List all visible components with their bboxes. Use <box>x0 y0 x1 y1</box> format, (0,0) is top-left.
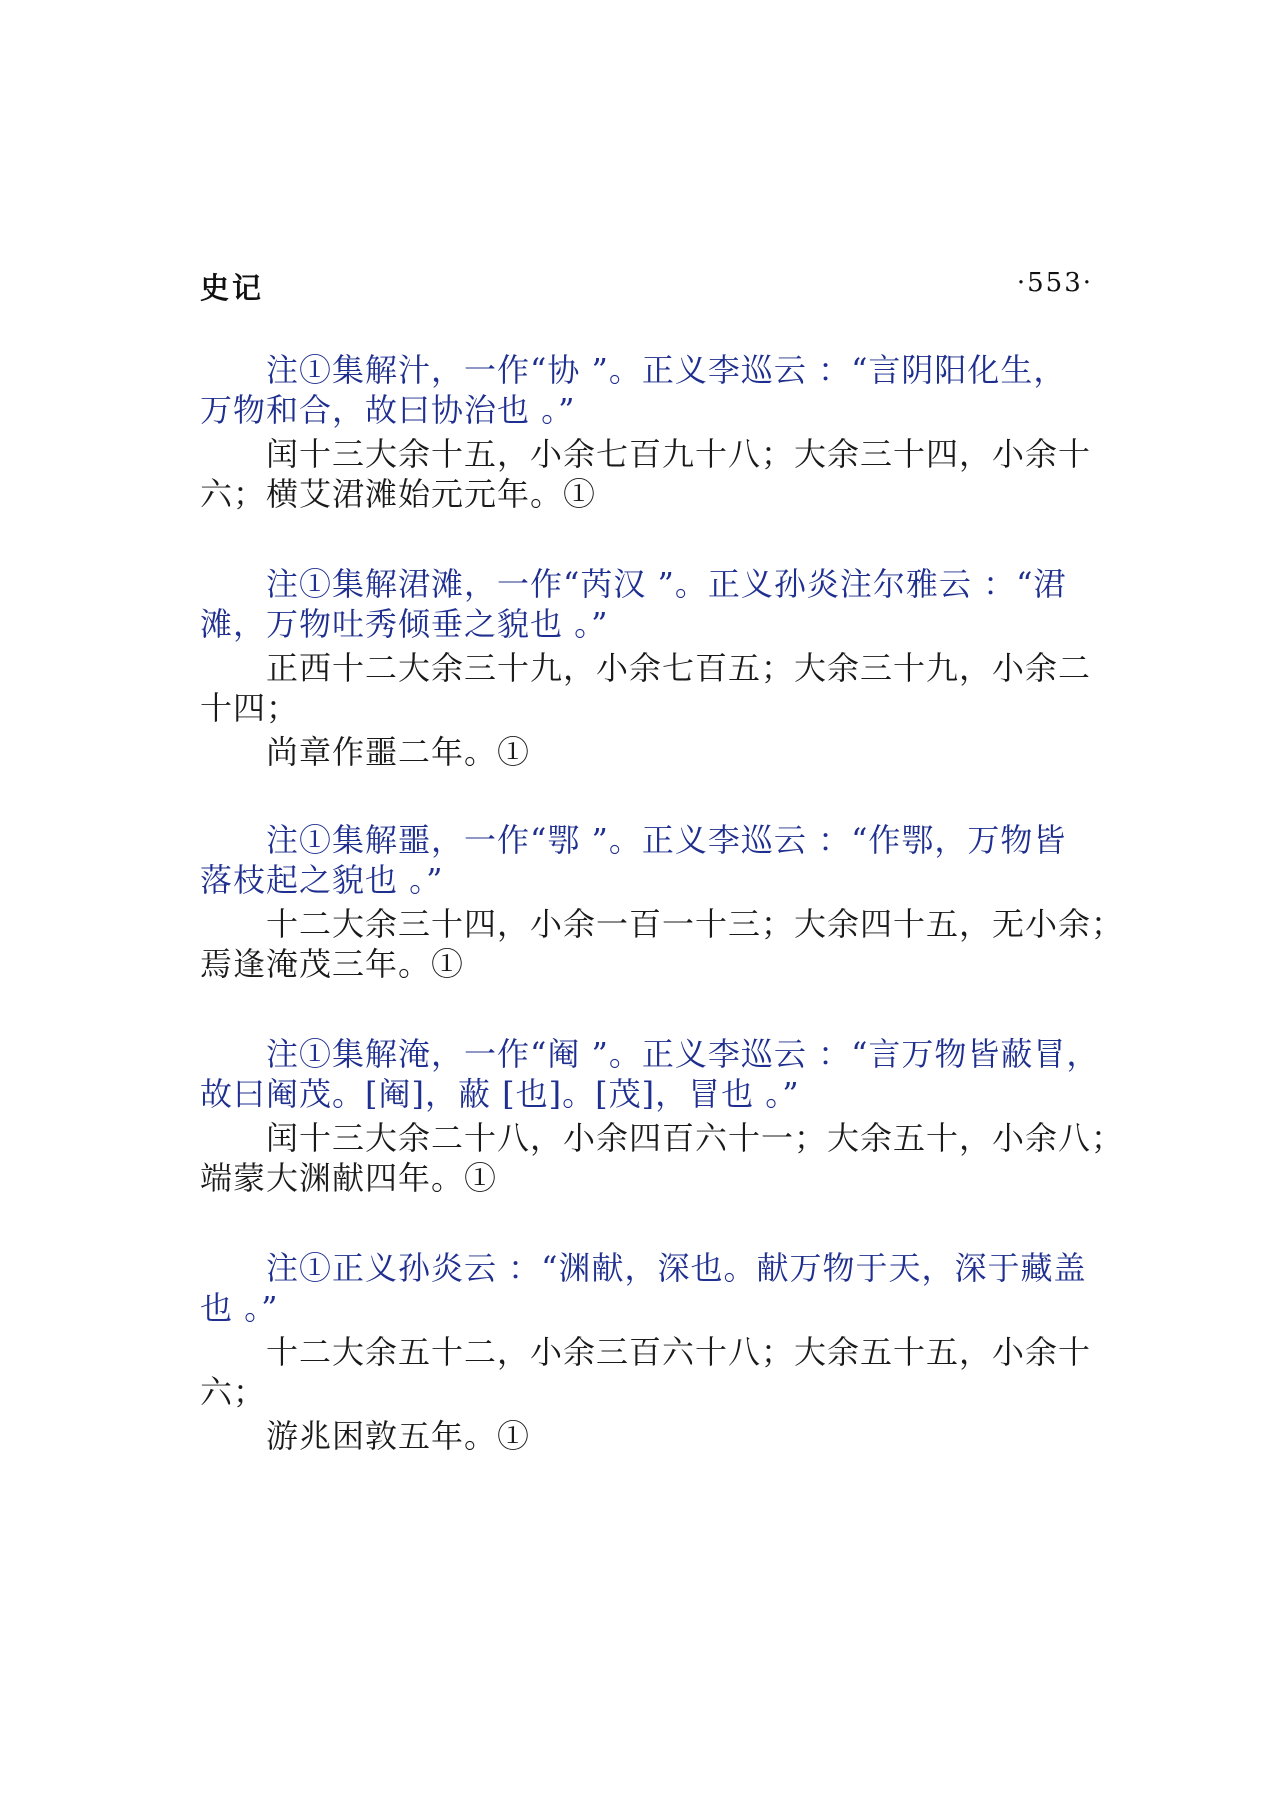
note-line: 注①集解淹，一作“阉 ”。正义李巡云 ：“言万物皆蔽冒， <box>266 1035 1100 1073</box>
note-line: 注①集解涒滩，一作“芮汉 ”。正义孙炎注尔雅云 ：“涒 <box>266 565 1067 603</box>
book-title: 史记 <box>200 271 265 305</box>
text-line: 游兆困敦五年。① <box>266 1417 531 1455</box>
text-line: 六；横艾涒滩始元元年。① <box>200 475 597 513</box>
note-line: 注①正义孙炎云 ：“渊献，深也。献万物于天，深于藏盖 <box>266 1249 1087 1287</box>
note-line: 注①集解噩，一作“鄂 ”。正义李巡云 ：“作鄂，万物皆 <box>266 821 1067 859</box>
note-line: 万物和合，故曰协治也 。” <box>200 391 576 429</box>
text-line: 焉逢淹茂三年。① <box>200 945 465 983</box>
running-header <box>200 266 1093 306</box>
note-line: 故曰阉茂。[阉]，蔽 [也]。[茂]，冒也 。” <box>200 1075 800 1113</box>
note-line: 滩，万物吐秀倾垂之貌也 。” <box>200 605 609 643</box>
text-line: 六； <box>200 1373 267 1411</box>
note-line: 落枝起之貌也 。” <box>200 861 444 899</box>
text-line: 十二大余三十四，小余一百一十三；大余四十五，无小余； <box>266 905 1125 943</box>
note-line: 注①集解汁，一作“协 ”。正义李巡云 ：“言阴阳化生， <box>266 351 1067 389</box>
text-line: 十二大余五十二，小余三百六十八；大余五十五，小余十 <box>266 1333 1092 1371</box>
text-line: 正西十二大余三十九，小余七百五；大余三十九，小余二 <box>266 649 1092 687</box>
text-line: 尚章作噩二年。① <box>266 733 531 771</box>
page-number: ·553· <box>1016 268 1093 298</box>
text-line: 端蒙大渊献四年。① <box>200 1159 498 1197</box>
text-line: 闰十三大余二十八，小余四百六十一；大余五十，小余八； <box>266 1119 1125 1157</box>
text-line: 十四； <box>200 689 300 727</box>
text-line: 闰十三大余十五，小余七百九十八；大余三十四，小余十 <box>266 435 1092 473</box>
note-line: 也 。” <box>200 1289 279 1327</box>
